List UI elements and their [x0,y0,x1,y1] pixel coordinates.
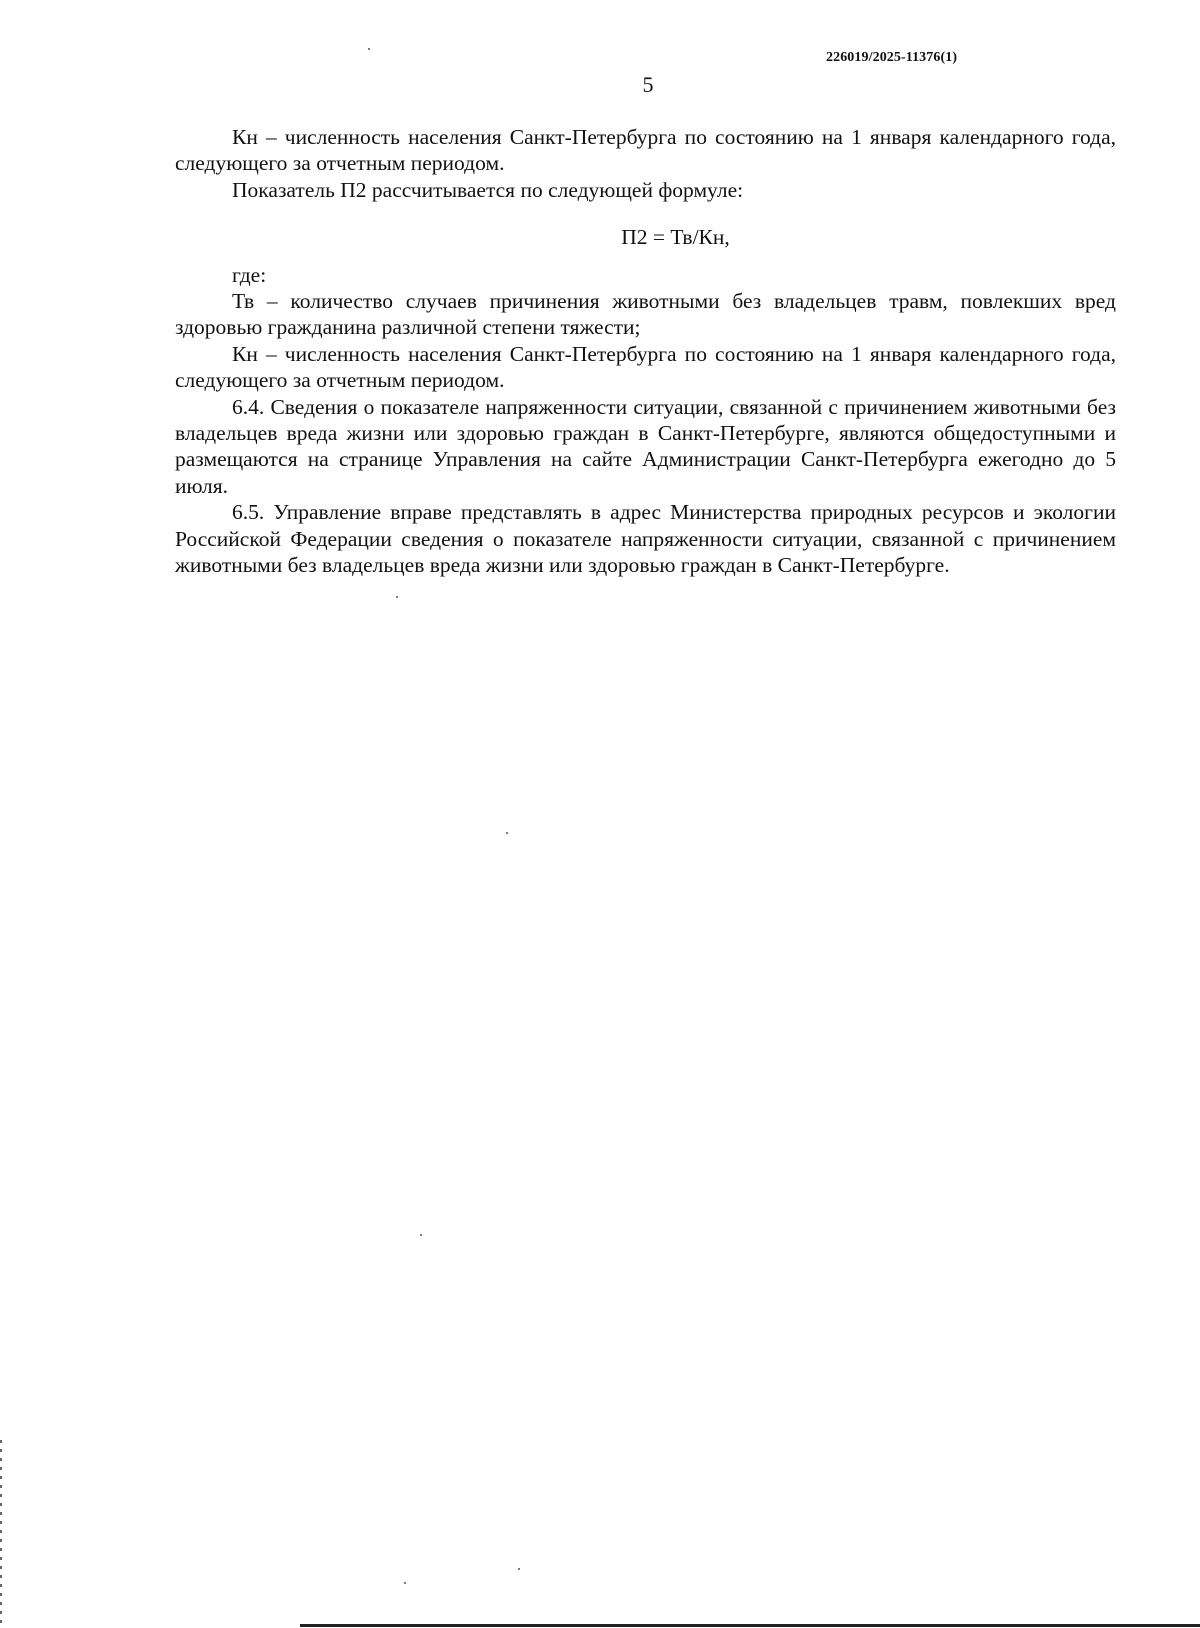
scan-speck [420,1234,422,1236]
scan-edge-artifact [0,1440,2,1628]
scan-speck [506,832,508,834]
formula: П2 = Тв/Кн, [621,225,730,250]
scan-speck [518,1568,520,1570]
scan-bottom-edge [300,1624,1200,1627]
paragraph-where: где: [232,262,267,287]
document-body [175,124,1116,579]
document-id: 226019/2025-11376(1) [826,50,958,65]
paragraph-tv-definition: Тв – количество случаев причинения животными без владельцев травм, повлекших вред здоровью гражданина различной степени тяжести; [175,289,1116,340]
paragraph-p2-intro: Показатель П2 рассчитывается по следующей формуле: [232,177,744,202]
page-number: 5 [642,72,654,97]
scan-speck [368,48,370,50]
paragraph-kn-definition: Кн – численность населения Санкт-Петербурга по состоянию на 1 января календарного года, следующего за отчетным периодом. [175,125,1116,176]
paragraph-kn-definition-2: Кн – численность населения Санкт-Петербурга по состоянию на 1 января календарного года, следующего за отчетным периодом. [175,341,1116,393]
scan-speck [404,1582,406,1584]
paragraph-6-5: 6.5. Управление вправе представлять в адрес Министерства природных ресурсов и экологии Российской Федерации сведения о показателе напряженности ситуации, связанной с причинением животными без владельцев вреда жизни или здоровью граждан в Санкт-Петербурге. [175,500,1116,578]
paragraph-6-4: 6.4. Сведения о показателе напряженности ситуации, связанной с причинением животными без владельцев вреда жизни или здоровью граждан в Санкт-Петербурге, являются общедоступными и размещаются на странице Управления на сайте Администрации Санкт-Петербурга ежегодно до 5 июля. [175,394,1116,498]
scan-speck [396,596,398,598]
